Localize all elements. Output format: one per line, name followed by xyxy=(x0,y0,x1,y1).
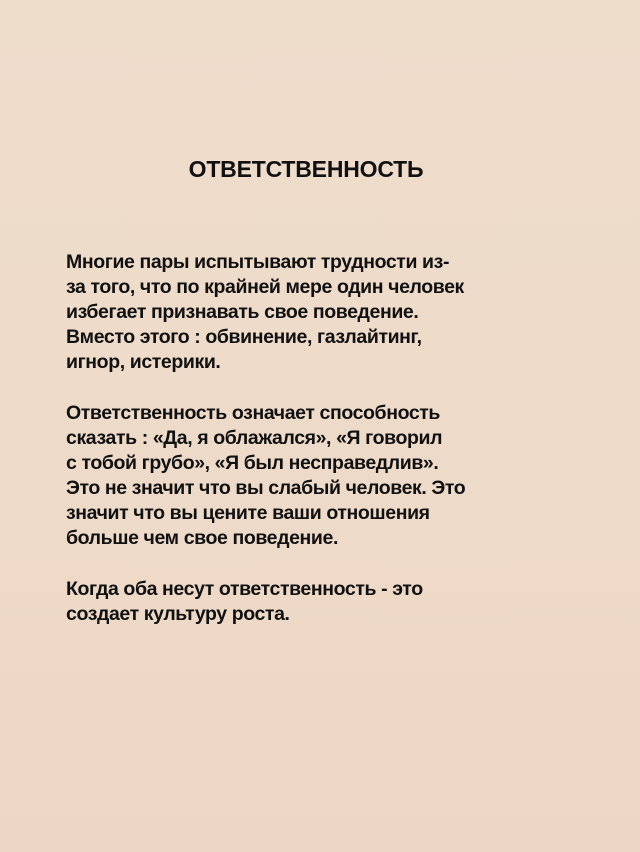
text-line: за того, что по крайней мере один человек xyxy=(66,276,464,298)
text-line: с тобой грубо», «Я был несправедлив». xyxy=(66,452,439,474)
text-line: сказать : «Да, я облажался», «Я говорил xyxy=(66,427,443,449)
body-text xyxy=(66,250,586,653)
text-line: больше чем свое поведение. xyxy=(66,527,338,549)
text-line: значит что вы цените ваши отношения xyxy=(66,502,430,524)
text-line: создает культуру роста. xyxy=(66,603,290,625)
text-line: Когда оба несут ответственность - это xyxy=(66,578,423,600)
paragraph-3 xyxy=(66,577,586,627)
text-line: Ответственность означает способность xyxy=(66,402,441,424)
text-line: Многие пары испытывают трудности из- xyxy=(66,251,450,273)
paragraph-1 xyxy=(66,250,586,375)
paragraph-2 xyxy=(66,401,586,551)
text-line: игнор, истерики. xyxy=(66,351,221,373)
text-line: Это не значит что вы слабый человек. Это xyxy=(66,477,466,499)
text-line: избегает признавать свое поведение. xyxy=(66,301,419,323)
page-title: ОТВЕТСТВЕННОСТЬ xyxy=(188,156,424,182)
text-line: Вместо этого : обвинение, газлайтинг, xyxy=(66,326,422,348)
